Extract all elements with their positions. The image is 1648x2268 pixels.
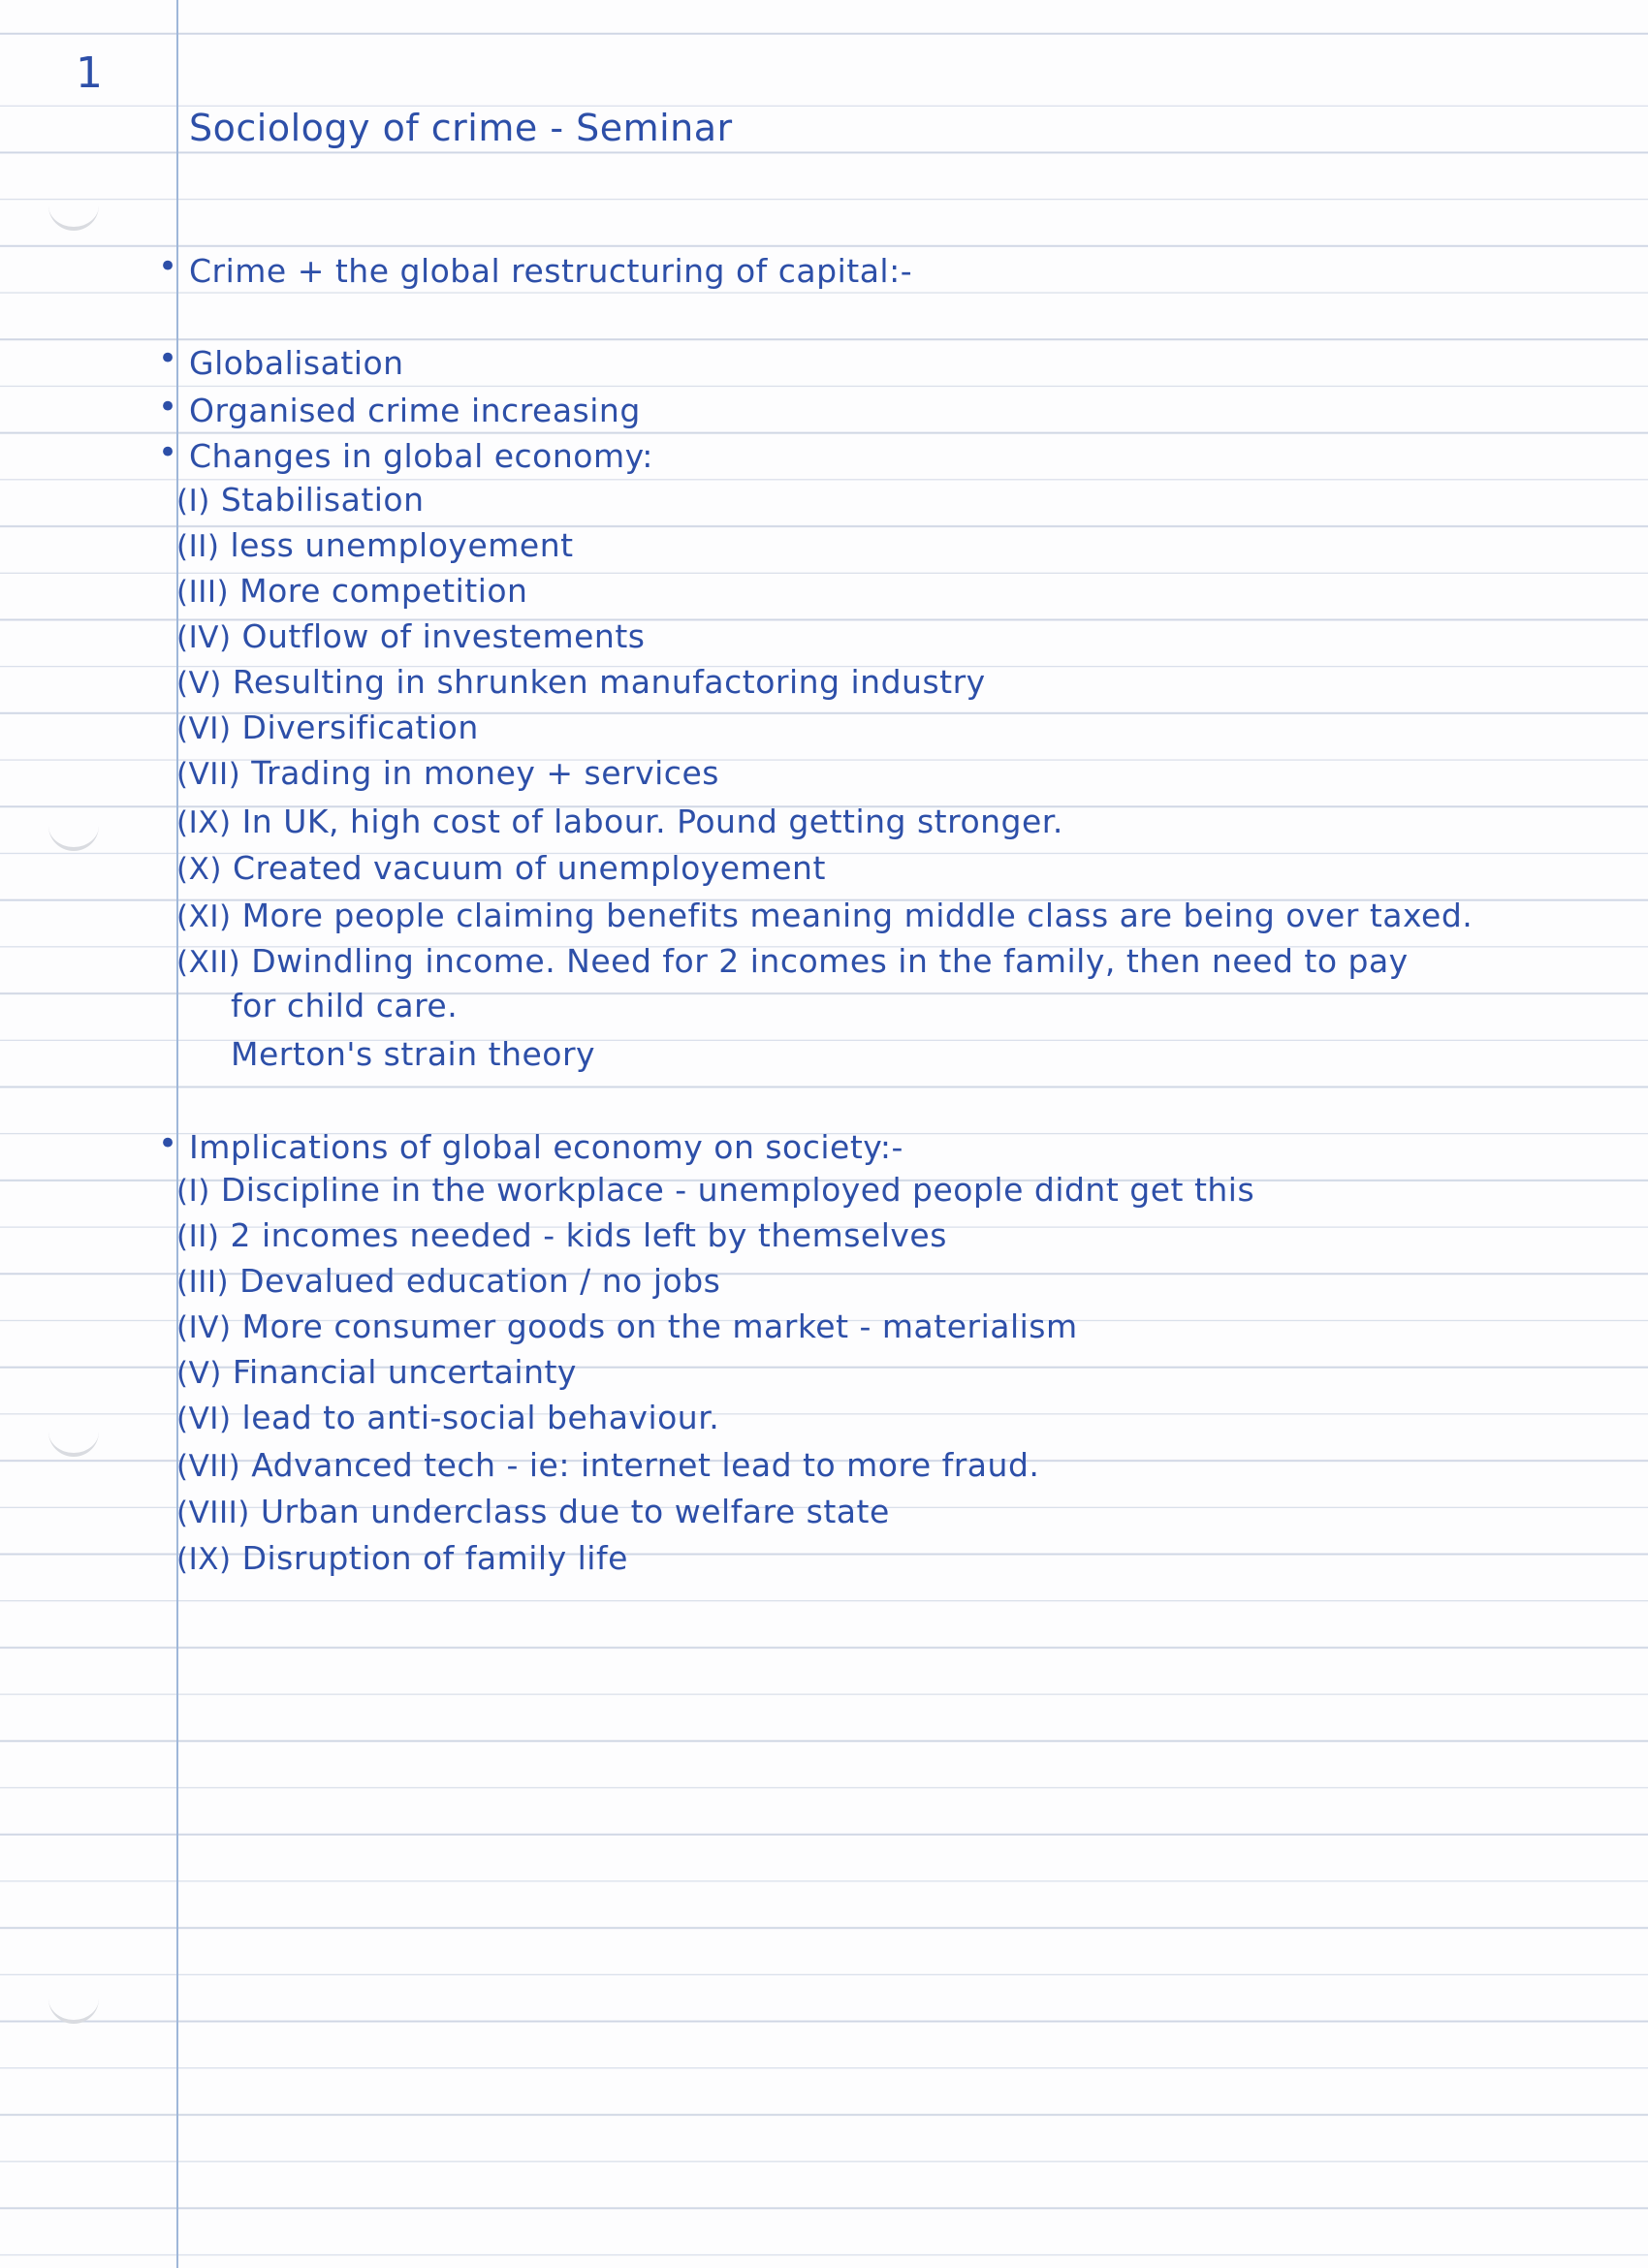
list-item — [176, 897, 1473, 936]
item-text: Discipline in the workplace - unemployed people didnt get this — [220, 1171, 1255, 1209]
item-text: Financial uncertainty — [232, 1353, 577, 1391]
item-number: (VI) — [176, 1402, 232, 1436]
list-item — [176, 849, 826, 889]
item-text: Stabilisation — [220, 481, 425, 519]
list-item — [176, 709, 479, 748]
heading-globalisation: Globalisation — [189, 344, 404, 382]
list-item — [176, 481, 425, 520]
item-number: (II) — [176, 529, 220, 564]
punch-hole — [48, 1977, 99, 2024]
punch-hole — [48, 184, 99, 231]
item-number: (V) — [176, 666, 222, 701]
heading-restructuring: Crime + the global restructuring of capital:- — [189, 252, 913, 290]
list-item — [176, 572, 527, 612]
item-number: (VIII) — [176, 1496, 250, 1530]
item-text: Trading in money + services — [251, 754, 719, 792]
bullet: • — [158, 247, 178, 286]
item-text: Outflow of investements — [241, 617, 646, 655]
list-item — [176, 526, 574, 566]
bullet: • — [158, 433, 178, 472]
punch-hole — [48, 1410, 99, 1457]
item-number: (III) — [176, 1265, 230, 1300]
item-number: (VI) — [176, 711, 232, 746]
list-item — [176, 1446, 1039, 1486]
item-text: Devalued education / no jobs — [239, 1262, 721, 1300]
item-text: More people claiming benefits meaning middle class are being over taxed. — [241, 897, 1474, 934]
list-item — [176, 1216, 947, 1256]
item-text: In UK, high cost of labour. Pound getting stronger. — [241, 803, 1063, 840]
list-item — [176, 1353, 577, 1393]
list-item — [176, 663, 986, 703]
item-number: (II) — [176, 1219, 220, 1254]
list-item — [176, 1262, 720, 1302]
bullet: • — [158, 339, 178, 378]
heading-changes: Changes in global economy: — [189, 437, 653, 475]
item-text: Dwindling income. Need for 2 incomes in the family, then need to pay — [251, 942, 1409, 980]
item-text: Created vacuum of unemployement — [232, 849, 826, 887]
item-number: (I) — [176, 1174, 210, 1209]
item-text: Diversification — [241, 709, 479, 746]
list-item — [176, 1307, 1078, 1347]
list-item — [176, 1539, 628, 1579]
bullet: • — [158, 1124, 178, 1163]
item-number: (IV) — [176, 620, 232, 655]
item-number: (XII) — [176, 945, 241, 980]
list-item — [176, 1171, 1254, 1211]
item-text: 2 incomes needed - kids left by themselves — [230, 1216, 947, 1254]
list-item — [176, 1493, 890, 1532]
item-number: (VII) — [176, 1449, 241, 1484]
item-text: More consumer goods on the market - materialism — [241, 1307, 1078, 1345]
item-number: (I) — [176, 484, 210, 519]
punch-hole — [48, 804, 99, 851]
item-text: Advanced tech - ie: internet lead to more fraud. — [251, 1446, 1040, 1484]
item-number: (IX) — [176, 1542, 232, 1577]
list-item — [176, 1399, 719, 1438]
item-text: Resulting in shrunken manufactoring industry — [232, 663, 986, 701]
list-item — [176, 942, 1409, 982]
list-item — [176, 803, 1063, 842]
heading-implications: Implications of global economy on society:- — [189, 1128, 903, 1166]
item-text: less unemployement — [230, 526, 574, 564]
item-number: (IX) — [176, 805, 232, 840]
page-title: Sociology of crime - Seminar — [189, 107, 733, 149]
list-item — [176, 754, 719, 794]
bullet: • — [158, 388, 178, 426]
continuation-text: for child care. — [231, 987, 459, 1024]
item-number: (XI) — [176, 899, 232, 934]
item-text: lead to anti-social behaviour. — [241, 1399, 720, 1436]
item-number: (IV) — [176, 1310, 232, 1345]
item-number: (X) — [176, 852, 222, 887]
item-number: (III) — [176, 575, 230, 610]
item-text: Disruption of family life — [241, 1539, 628, 1577]
merton-note: Merton's strain theory — [231, 1035, 596, 1073]
item-text: Urban underclass due to welfare state — [260, 1493, 890, 1530]
list-item — [176, 617, 645, 657]
item-number: (V) — [176, 1356, 222, 1391]
item-text: More competition — [239, 572, 528, 610]
item-number: (VII) — [176, 757, 241, 792]
page-number: 1 — [76, 48, 104, 98]
heading-organised-crime: Organised crime increasing — [189, 392, 641, 429]
